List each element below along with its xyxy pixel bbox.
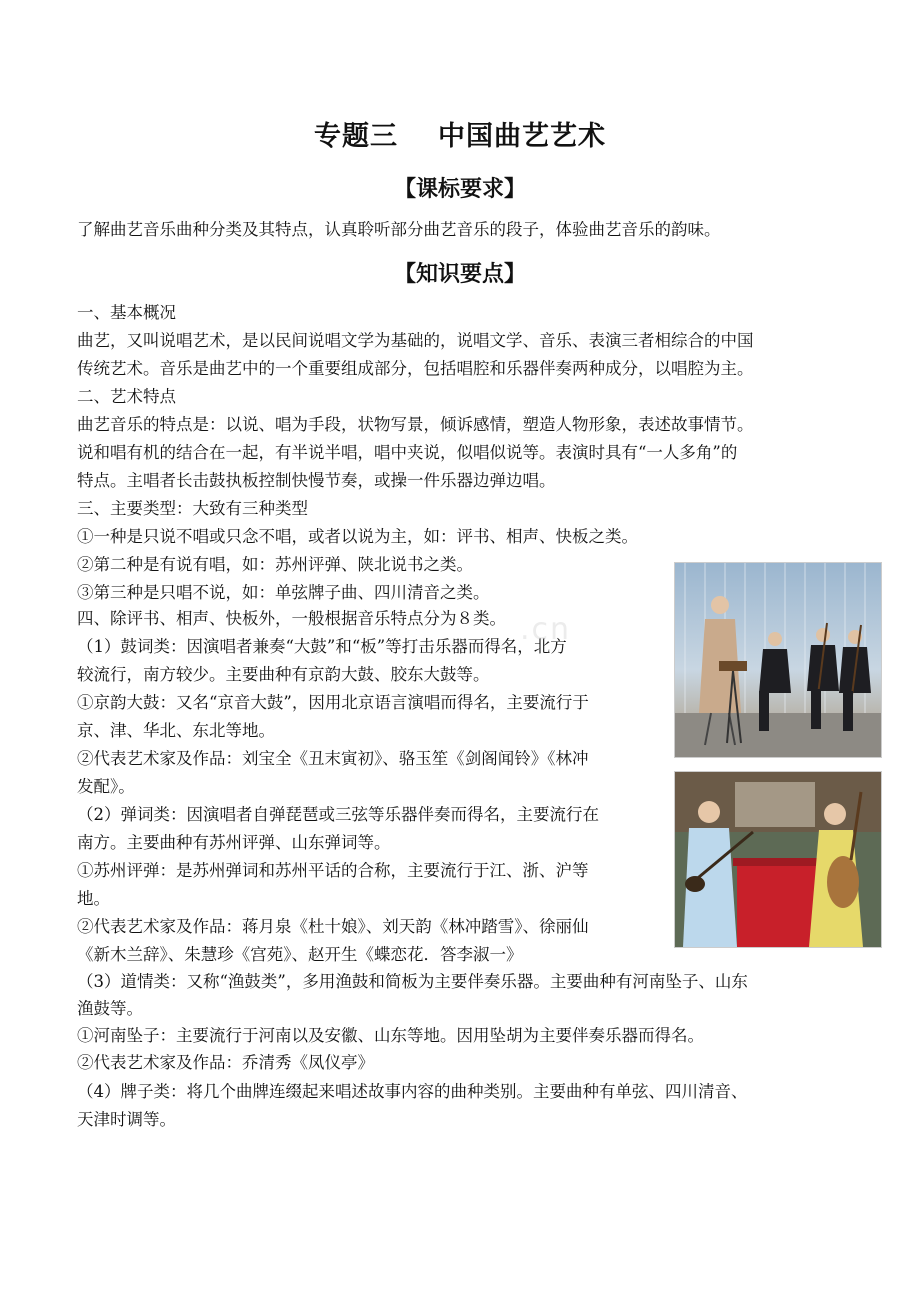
- body-line: ①河南坠子：主要流行于河南以及安徽、山东等地。因用坠胡为主要伴奏乐器而得名。: [77, 1026, 704, 1045]
- body-line: 较流行，南方较少。主要曲种有京韵大鼓、胶东大鼓等。: [77, 665, 490, 684]
- body-line: 南方。主要曲种有苏州评弹、山东弹词等。: [77, 833, 391, 852]
- body-line: ①苏州评弹：是苏州弹词和苏州平话的合称，主要流行于江、浙、沪等: [77, 861, 589, 880]
- page-title: [0, 114, 920, 153]
- watermark: .cn: [520, 612, 572, 647]
- body-line: ③第三种是只唱不说，如：单弦牌子曲、四川清音之类。: [77, 583, 490, 602]
- body-line: ②代表艺术家及作品：刘宝全《丑末寅初》、骆玉笙《剑阁闻铃》《林冲: [77, 749, 589, 768]
- body-line: ①京韵大鼓：又名“京音大鼓”，因用北京语言演唱而得名，主要流行于: [77, 693, 589, 712]
- body-line: 《新木兰辞》、朱慧珍《宫苑》、赵开生《蝶恋花．答李淑一》: [77, 945, 523, 964]
- body-line: 传统艺术。音乐是曲艺中的一个重要组成部分，包括唱腔和乐器伴奏两种成分，以唱腔为主。: [77, 359, 754, 378]
- body-line: 说和唱有机的结合在一起，有半说半唱，唱中夹说，似唱似说等。表演时具有“一人多角”的: [77, 443, 738, 462]
- body-line: （3）道情类：又称“渔鼓类”，多用渔鼓和简板为主要伴奏乐器。主要曲种有河南坠子、山东: [77, 972, 748, 991]
- body-line: 渔鼓等。: [77, 999, 143, 1018]
- body-line: （4）牌子类：将几个曲牌连缀起来唱述故事内容的曲种类别。主要曲种有单弦、四川清音、: [77, 1082, 748, 1101]
- drum-ballad-performance-photo: [674, 562, 882, 758]
- body-line: 曲艺，又叫说唱艺术，是以民间说唱文学为基础的，说唱文学、音乐、表演三者相综合的中国: [77, 331, 754, 350]
- body-line: 特点。主唱者长击鼓执板控制快慢节奏，或操一件乐器边弹边唱。: [77, 471, 556, 490]
- section-heading-points: 【知识要点】: [393, 261, 526, 287]
- title-topic-name: 中国曲艺艺术: [438, 121, 606, 152]
- title-topic-number: 专题三: [314, 121, 398, 152]
- body-line: 地。: [77, 889, 110, 908]
- body-line: 京、津、华北、东北等地。: [77, 721, 275, 740]
- body-line: （2）弹词类：因演唱者自弹琵琶或三弦等乐器伴奏而得名，主要流行在: [77, 805, 599, 824]
- body-line: 发配》。: [77, 777, 135, 796]
- body-line: ②第二种是有说有唱，如：苏州评弹、陕北说书之类。: [77, 555, 473, 574]
- body-line: 曲艺音乐的特点是：以说、唱为手段，状物写景，倾诉感情，塑造人物形象，表述故事情节。: [77, 415, 754, 434]
- body-line: ②代表艺术家及作品：蒋月泉《杜十娘》、刘天韵《林冲踏雪》、徐丽仙: [77, 917, 589, 936]
- suzhou-pingtan-performance-photo: [674, 771, 882, 948]
- body-line: 天津时调等。: [77, 1110, 176, 1129]
- section-heading-standard: 【课标要求】: [393, 176, 526, 202]
- body-line: ②代表艺术家及作品：乔清秀《凤仪亭》: [77, 1053, 374, 1072]
- body-line: 一、基本概况: [77, 303, 176, 322]
- body-line: 二、艺术特点: [77, 387, 176, 406]
- body-line: （1）鼓词类：因演唱者兼奏“大鼓”和“板”等打击乐器而得名，北方: [77, 637, 567, 656]
- body-line: 四、除评书、相声、快板外，一般根据音乐特点分为８类。: [77, 609, 506, 628]
- standard-text: 了解曲艺音乐曲种分类及其特点，认真聆听部分曲艺音乐的段子，体验曲艺音乐的韵味。: [77, 220, 721, 239]
- body-line: ①一种是只说不唱或只念不唱，或者以说为主，如：评书、相声、快板之类。: [77, 527, 638, 546]
- body-line: 三、主要类型：大致有三种类型: [77, 499, 308, 518]
